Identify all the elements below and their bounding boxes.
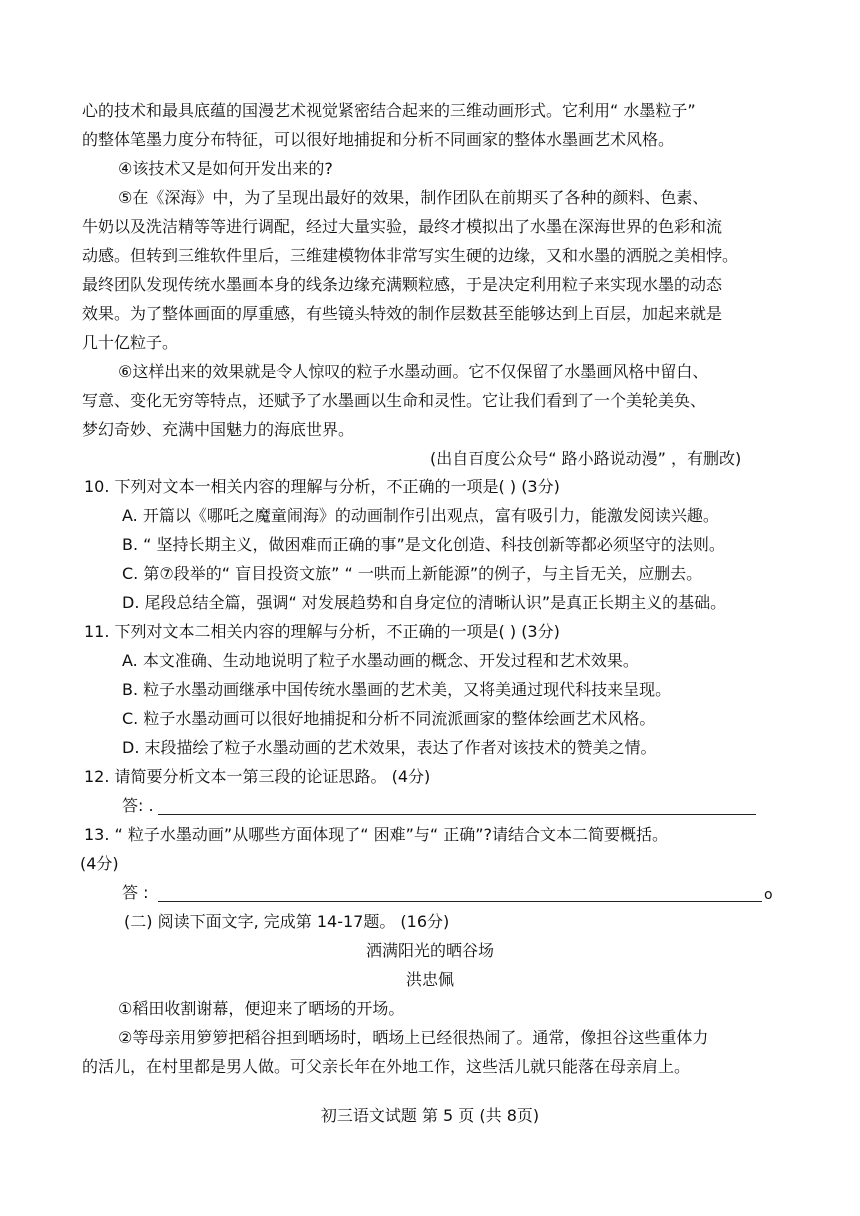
paragraph-5-line: 效果。为了整体画面的厚重感，有些镜头特效的制作层数甚至能够达到上百层，加起来就是 [82, 304, 723, 323]
question-10-stem: 10. 下列对文本一相关内容的理解与分析，不正确的一项是( ) (3分) [84, 477, 560, 496]
article-title: 洒满阳光的晒谷场 [365, 941, 494, 960]
paragraph-4: ④该技术又是如何开发出来的? [118, 159, 333, 178]
q10-option-d: D. 尾段总结全篇，强调“ 对发展趋势和自身定位的清晰认识”是真正长期主义的基础。 [122, 593, 727, 612]
paragraph-5-line: 动感。但转到三维软件里后，三维建模物体非常写实生硬的边缘，又和水墨的洒脱之美相悖。 [82, 246, 739, 265]
q13-answer-label: 答 : [122, 883, 149, 902]
paragraph-5-line: 最终团队发现传统水墨画本身的线条边缘充满颗粒感，于是决定利用粒子来实现水墨的动态 [82, 275, 723, 294]
paragraph-5-line: 牛奶以及洗洁精等等进行调配，经过大量实验，最终才模拟出了水墨在深海世界的色彩和流 [82, 217, 723, 236]
q13-answer-end-mark: o [764, 887, 773, 903]
q10-option-b: B. “ 坚持长期主义，做困难而正确的事”是文化创造、科技创新等都必须坚守的法则。 [122, 535, 725, 554]
q12-answer-label: 答: . [122, 796, 154, 815]
question-13-stem: 13. “ 粒子水墨动画”从哪些方面体现了“ 困难”与“ 正确”?请结合文本二简要概括。 [84, 825, 669, 844]
paragraph-5-line: ⑤在《深海》中，为了呈现出最好的效果，制作团队在前期买了各种的颜料、色素、 [118, 188, 709, 207]
question-12-stem: 12. 请简要分析文本一第三段的论证思路。 (4分) [84, 767, 431, 786]
q11-option-d: D. 末段描绘了粒子水墨动画的艺术效果，表达了作者对该技术的赞美之情。 [122, 738, 657, 757]
source-citation: (出自百度公众号“ 路小路说动漫” ，有删改) [430, 449, 742, 468]
question-13-score: (4分) [80, 854, 119, 873]
page-footer: 初三语文试题 第 5 页 (共 8页) [320, 1106, 540, 1125]
q11-option-a: A. 本文准确、生动地说明了粒子水墨动画的概念、开发过程和艺术效果。 [122, 651, 639, 670]
q13-answer-line[interactable] [158, 901, 762, 902]
paragraph-6-line: 写意、变化无穷等特点，还赋予了水墨画以生命和灵性。它让我们看到了一个美轮美奂、 [82, 391, 707, 410]
q10-option-a: A. 开篇以《哪吒之魔童闹海》的动画制作引出观点，富有吸引力，能激发阅读兴趣。 [122, 506, 719, 525]
article-paragraph-2-line: 的活儿，在村里都是男人做。可父亲长年在外地工作，这些活儿就只能落在母亲肩上。 [82, 1057, 691, 1076]
article-author: 洪忠佩 [405, 970, 454, 989]
paragraph-6-line: ⑥这样出来的效果就是令人惊叹的粒子水墨动画。它不仅保留了水墨画风格中留白、 [118, 362, 709, 381]
question-11-stem: 11. 下列对文本二相关内容的理解与分析，不正确的一项是( ) (3分) [84, 622, 560, 641]
q11-option-b: B. 粒子水墨动画继承中国传统水墨画的艺术美，又将美通过现代科技来呈现。 [122, 680, 672, 699]
q10-option-c: C. 第⑦段举的“ 盲目投资文旅” “ 一哄而上新能源”的例子，与主旨无关，应删去。 [122, 564, 703, 583]
paragraph-5-line: 几十亿粒子。 [82, 333, 179, 352]
body-line: 的整体笔墨力度分布特征，可以很好地捕捉和分析不同画家的整体水墨画艺术风格。 [82, 130, 675, 149]
article-paragraph-1: ①稻田收割谢幕，便迎来了晒场的开场。 [118, 999, 405, 1018]
section-2-header: (二) 阅读下面文字, 完成第 14-17题。 (16分) [124, 912, 450, 931]
body-line: 心的技术和最具底蕴的国漫艺术视觉紧密结合起来的三维动画形式。它利用“ 水墨粒子” [82, 101, 696, 120]
q11-option-c: C. 粒子水墨动画可以很好地捕捉和分析不同流派画家的整体绘画艺术风格。 [122, 709, 656, 728]
paragraph-6-line: 梦幻奇妙、充满中国魅力的海底世界。 [82, 420, 355, 439]
q12-answer-line[interactable] [158, 814, 756, 815]
article-paragraph-2-line: ②等母亲用箩箩把稻谷担到晒场时，晒场上已经很热闹了。通常，像担谷这些重体力 [118, 1028, 709, 1047]
